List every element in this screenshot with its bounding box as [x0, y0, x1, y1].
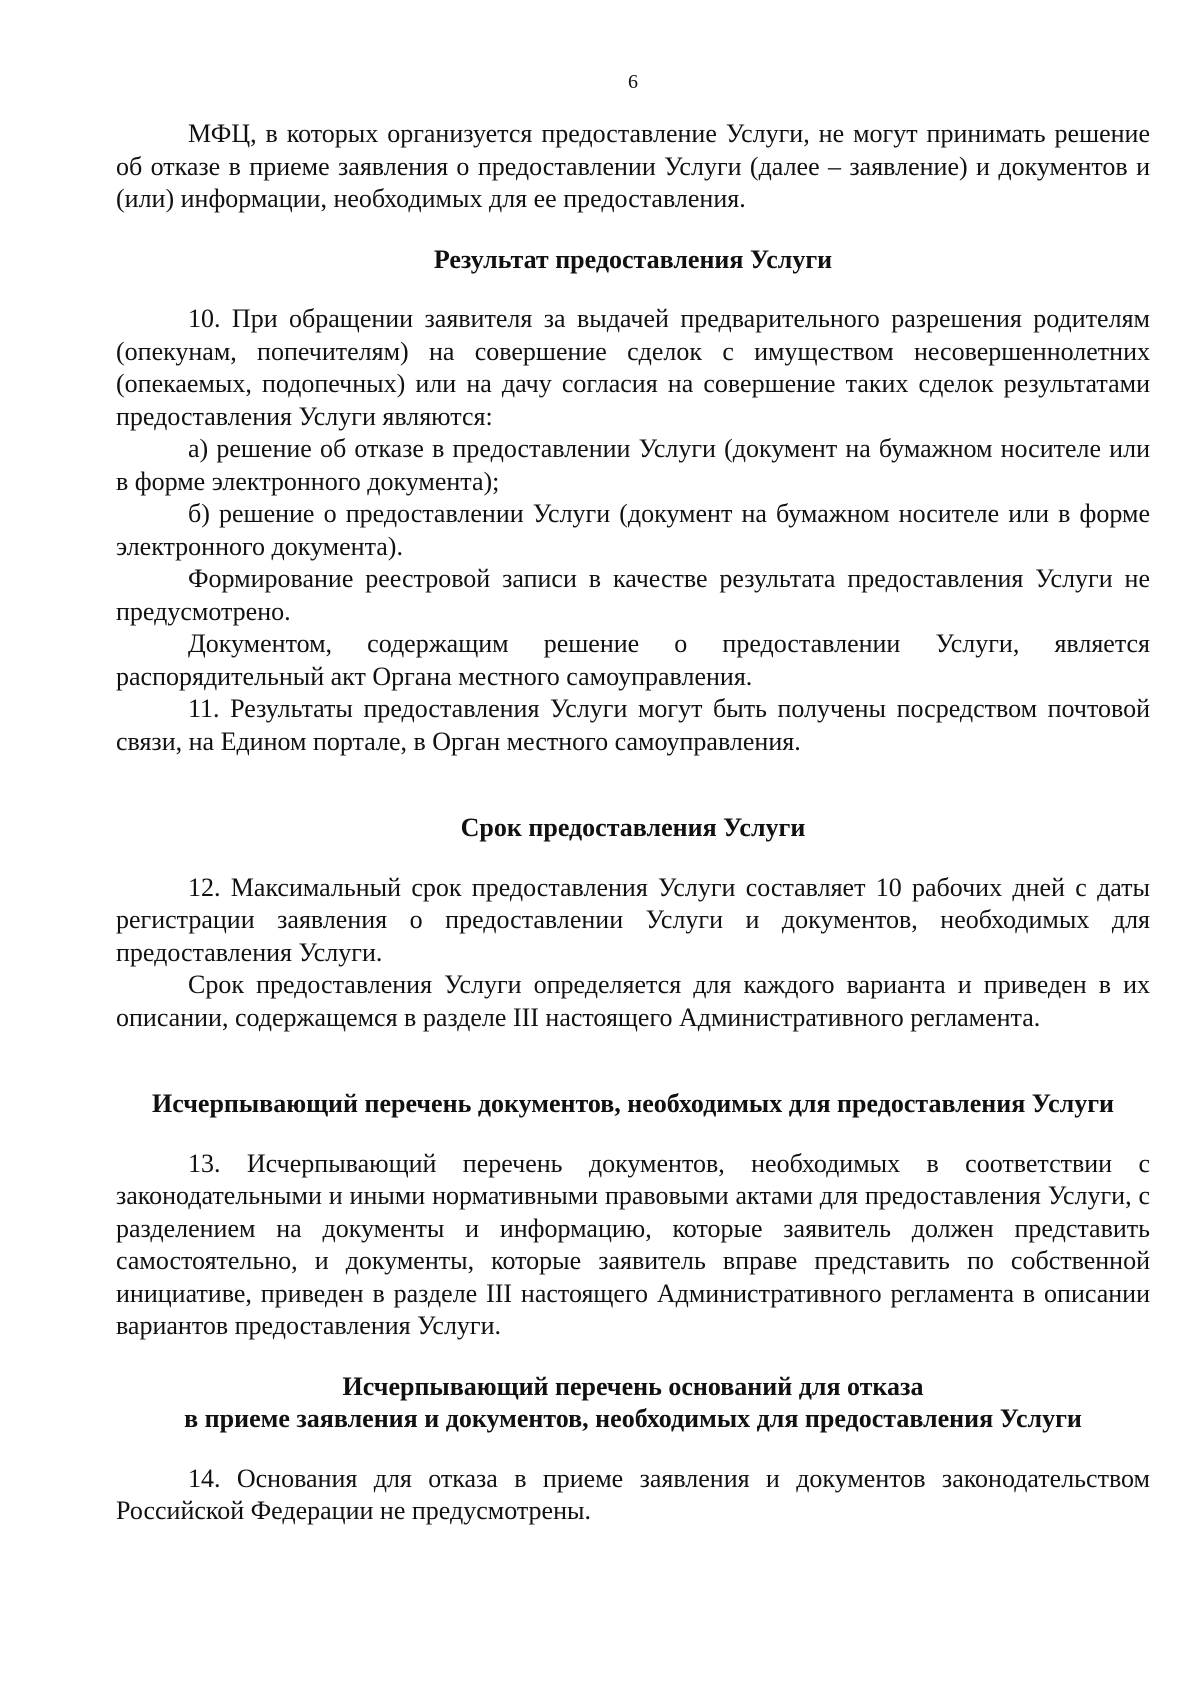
- paragraph-13: 13. Исчерпывающий перечень документов, необходимых в соответствии с законодательными и иными нормативными правовыми актами для предоставления Услуги, с разделением на документы и информацию, которые заявитель должен представить самостоятельно, и документы, которые заявитель вправе представить по собственной инициативе, приведен в разделе III настоящего Административного регламента в описании вариантов предоставления Услуги.: [116, 1148, 1150, 1340]
- paragraph-registry: Формирование реестровой записи в качестве результата предоставления Услуги не предусмотрено.: [116, 564, 1150, 626]
- heading-term: Срок предоставления Услуги: [460, 813, 806, 842]
- heading-refusal-grounds-line-2: в приеме заявления и документов, необходимых для предоставления Услуги: [184, 1404, 1082, 1433]
- heading-refusal-grounds: [116, 1371, 1150, 1436]
- paragraph-11: 11. Результаты предоставления Услуги могут быть получены посредством почтовой связи, на Едином портале, в Орган местного самоуправления.: [116, 694, 1150, 756]
- page-number: 6: [628, 71, 638, 93]
- heading-refusal-grounds-line-1: Исчерпывающий перечень оснований для отказа: [342, 1371, 924, 1401]
- paragraph-document: Документом, содержащим решение о предоставлении Услуги, является распорядительный акт Органа местного самоуправления.: [116, 629, 1150, 691]
- heading-documents-list: Исчерпывающий перечень документов, необходимых для предоставления Услуги: [152, 1089, 1114, 1118]
- document-page: [116, 0, 1150, 1697]
- paragraph-term-variant: Срок предоставления Услуги определяется для каждого варианта и приведен в их описании, содержащемся в разделе III настоящего Административного регламента.: [116, 970, 1150, 1032]
- paragraph-14: 14. Основания для отказа в приеме заявления и документов законодательством Российской Федерации не предусмотрены.: [116, 1463, 1150, 1525]
- paragraph-10-b: б) решение о предоставлении Услуги (документ на бумажном носителе или в форме электронного документа).: [116, 499, 1150, 561]
- paragraph-12: 12. Максимальный срок предоставления Услуги составляет 10 рабочих дней с даты регистрации заявления о предоставлении Услуги и документов, необходимых для предоставления Услуги.: [116, 872, 1150, 967]
- paragraph-10: 10. При обращении заявителя за выдачей предварительного разрешения родителям (опекунам, попечителям) на совершение сделок с имуществом несовершеннолетних (опекаемых, подопечных) или на дачу согласия на совершение таких сделок результатами предоставления Услуги являются:: [116, 304, 1150, 431]
- paragraph-10-a: а) решение об отказе в предоставлении Услуги (документ на бумажном носителе или в форме электронного документа);: [116, 434, 1150, 496]
- document-body: [116, 118, 1150, 1528]
- paragraph-mfc: МФЦ, в которых организуется предоставление Услуги, не могут принимать решение об отказе в приеме заявления о предоставлении Услуги (далее – заявление) и документов и (или) информации, необходимых для ее предоставления.: [116, 119, 1150, 213]
- heading-result: Результат предоставления Услуги: [433, 244, 833, 274]
